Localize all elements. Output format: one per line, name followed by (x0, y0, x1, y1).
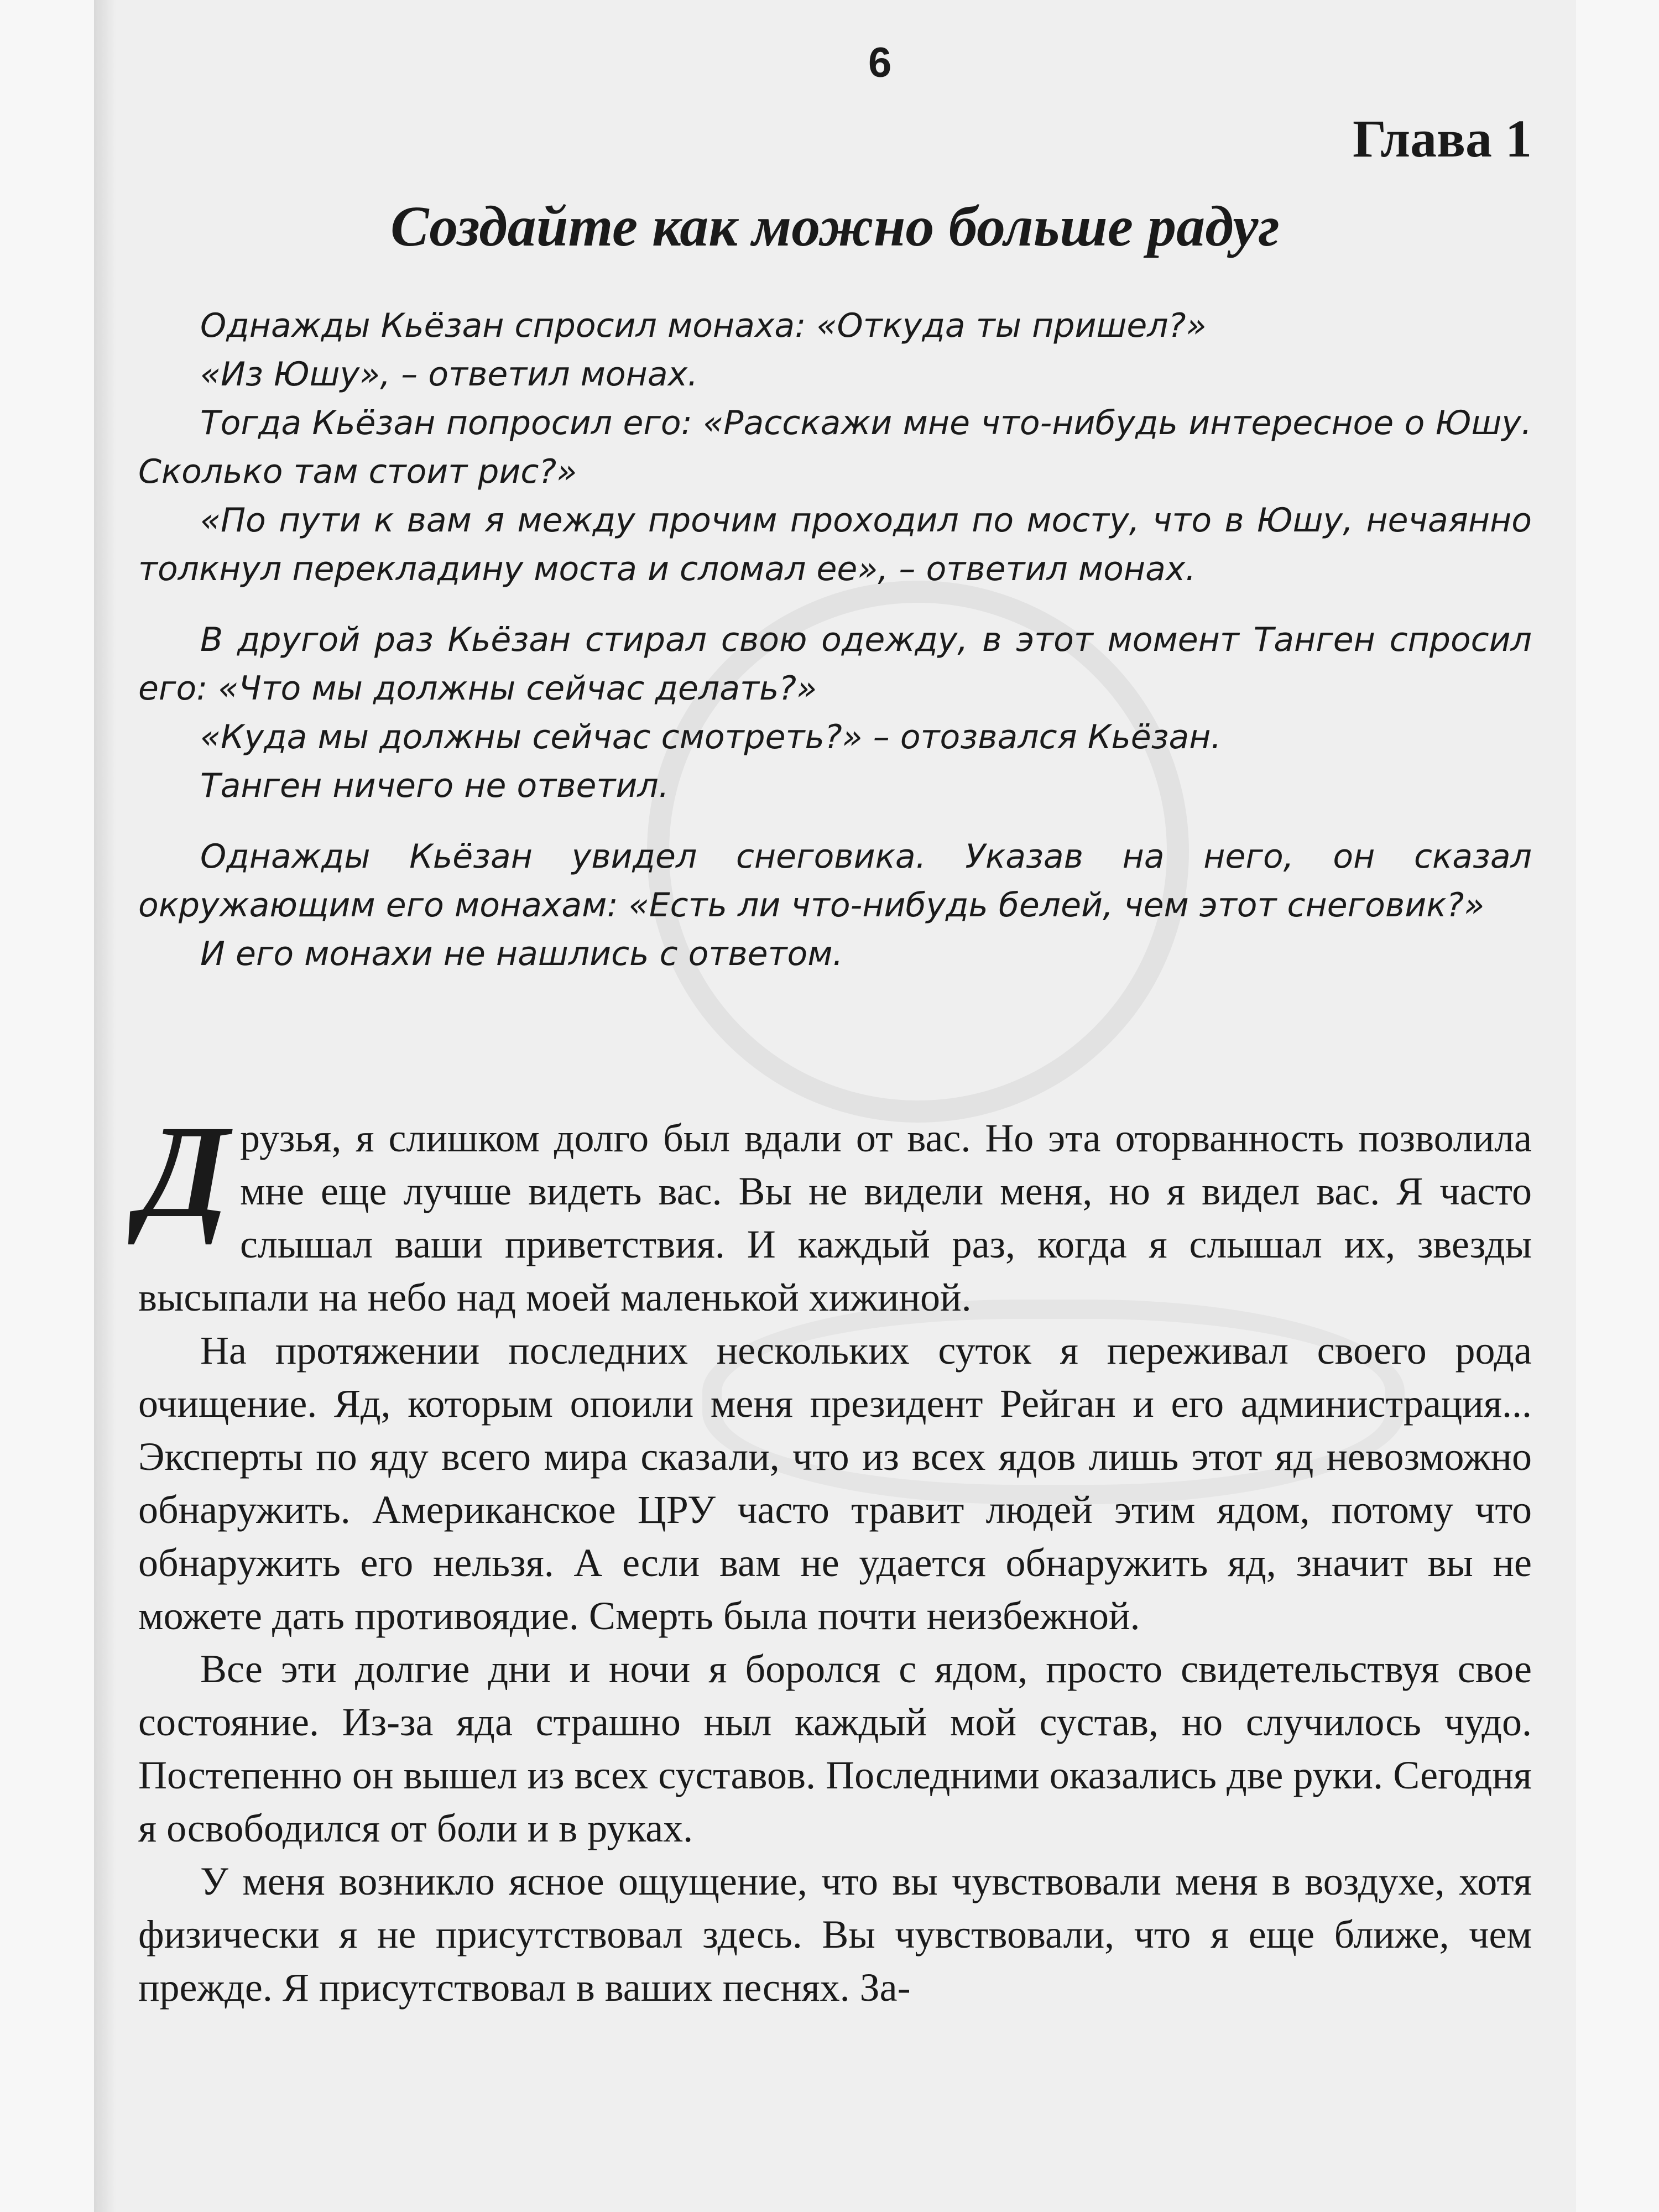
chapter-label: Глава 1 (1353, 109, 1532, 168)
paragraph: На протяжении последних нескольких суток я переживал своего рода очищение. Яд, которым опоили меня президент Рейган и его администрация... Эксперты по яду всего мира сказали, что из всех ядов лишь этот яд невозможно обнаружить. Американское ЦРУ часто травит людей этим ядом, потому что обнаружить его нельзя. А если вам не удается обнаружить яд, значит вы не можете дать противоядие. Смерть была почти неизбежной. (138, 1328, 1532, 1638)
paragraph: У меня возникло ясное ощущение, что вы чувствовали меня в воздухе, хотя физически я не присутствовал здесь. Вы чувствовали, что я еще ближе, чем прежде. Я присутствовал в ваших песнях. За- (138, 1859, 1532, 2010)
koan-line: Однажды Кьёзан увидел снеговика. Указав на него, он сказал окружающим его монахам: «Есть ли что-нибудь белей, чем этот снеговик?» (138, 837, 1532, 925)
koan-block (138, 301, 1532, 978)
first-paragraph (138, 1098, 1532, 1324)
koan-line: «Из Юшу», – ответил монах. (200, 355, 698, 394)
koan-line: Тогда Кьёзан попросил его: «Расскажи мне что-нибудь интересное о Юшу. Сколько там стоит рис?» (138, 404, 1532, 491)
koan-line: «По пути к вам я между прочим проходил по мосту, что в Юшу, нечаянно толкнул перекладину моста и сломал ее», – ответил монах. (138, 501, 1532, 588)
chapter-title: Создайте как можно больше радуг (390, 195, 1280, 258)
book-page (94, 0, 1576, 2212)
koan-line: Однажды Кьёзан спросил монаха: «Откуда ты пришел?» (200, 306, 1207, 345)
koan-line: «Куда мы должны сейчас смотреть?» – отозвался Кьёзан. (200, 718, 1222, 757)
paragraph: Все эти долгие дни и ночи я боролся с ядом, просто свидетельствуя свое состояние. Из-за яда страшно ныл каждый мой сустав, но случилось чудо. Постепенно он вышел из всех суставов. Последними оказались две руки. Сегодня я освободился от боли и в руках. (138, 1647, 1532, 1850)
main-text (138, 1098, 1532, 2014)
page-shadow (94, 0, 116, 2212)
koan-line: Танген ничего не ответил. (200, 766, 669, 805)
koan-line: В другой раз Кьёзан стирал свою одежду, в этот момент Танген спросил его: «Что мы должны сейчас делать?» (138, 620, 1532, 708)
drop-cap: Д (138, 1098, 229, 1245)
page-number: 6 (868, 39, 892, 86)
first-paragraph-text: рузья, я слишком долго был вдали от вас. Но эта оторванность позволила мне еще лучше видеть вас. Вы не видели меня, но я видел вас. Я часто слышал ваши приветствия. И каждый раз, когда я слышал их, звезды высыпали на небо над моей маленькой хижиной. (138, 1116, 1532, 1319)
koan-line: И его монахи не нашлись с ответом. (200, 935, 843, 973)
